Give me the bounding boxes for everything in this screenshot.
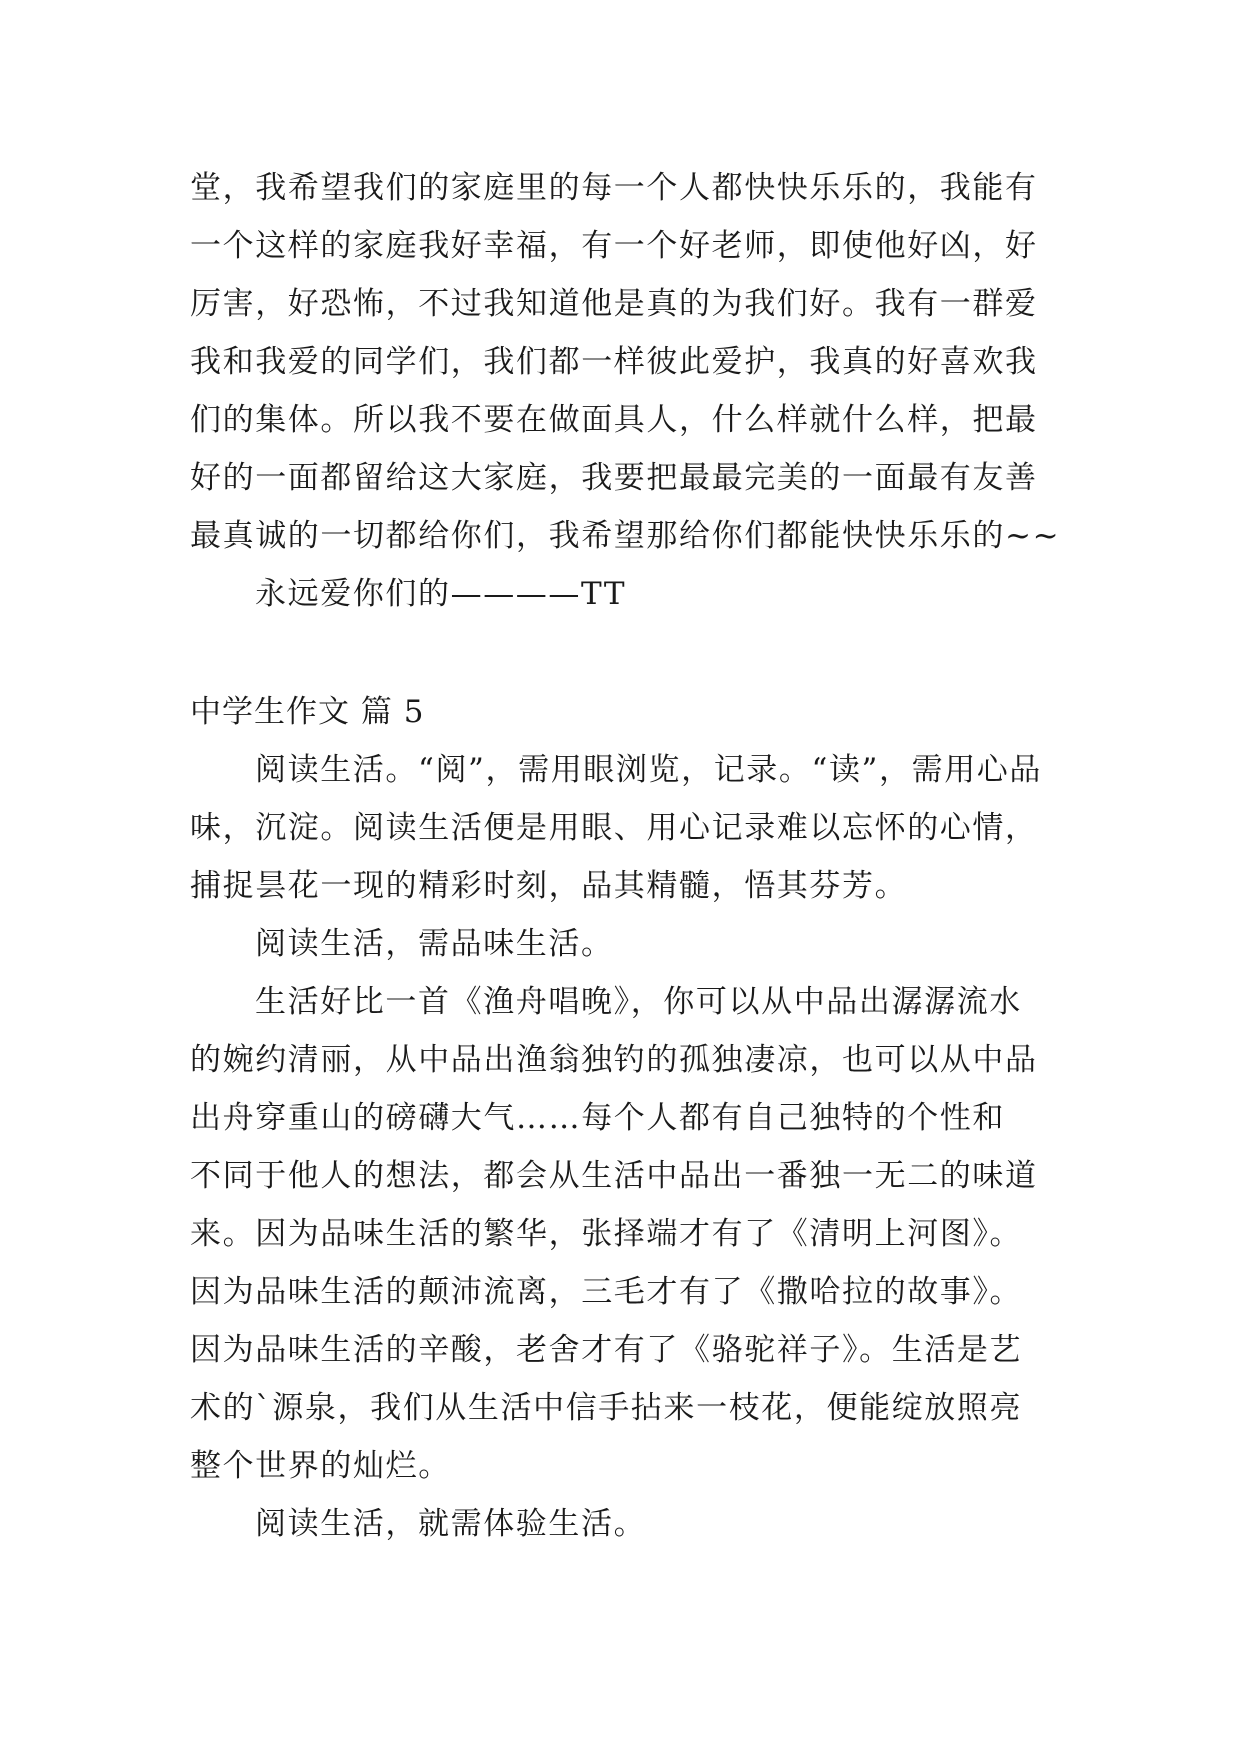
paragraph-line: 生活好比一首《渔舟唱晚》，你可以从中品出潺潺流水 — [255, 984, 1022, 1020]
paragraph-line: 不同于他人的想法，都会从生活中品出一番独一无二的味道 — [190, 1158, 1038, 1194]
paragraph-line: 我和我爱的同学们，我们都一样彼此爱护，我真的好喜欢我 — [190, 344, 1038, 380]
paragraph-line: 因为品味生活的辛酸，老舍才有了《骆驼祥子》。生活是艺 — [190, 1332, 1023, 1368]
paragraph-line: 好的一面都留给这大家庭，我要把最最完美的一面最有友善 — [190, 460, 1038, 496]
paragraph-line: 堂，我希望我们的家庭里的每一个人都快快乐乐的，我能有 — [190, 170, 1038, 206]
paragraph-line: 阅读生活，就需体验生活。 — [255, 1506, 647, 1542]
paragraph-line: 出舟穿重山的磅礴大气……每个人都有自己独特的个性和 — [190, 1100, 1005, 1136]
paragraph-line: 阅读生活。“阅”，需用眼浏览，记录。“读”，需用心品 — [255, 752, 1042, 788]
signature-line: 永远爱你们的————TT — [255, 576, 627, 612]
paragraph-line: 们的集体。所以我不要在做面具人，什么样就什么样，把最 — [190, 402, 1038, 438]
paragraph-line: 的婉约清丽，从中品出渔翁独钓的孤独凄凉，也可以从中品 — [190, 1042, 1038, 1078]
paragraph-line: 一个这样的家庭我好幸福，有一个好老师，即使他好凶，好 — [190, 228, 1038, 264]
paragraph-line: 厉害，好恐怖，不过我知道他是真的为我们好。我有一群爱 — [190, 286, 1038, 322]
paragraph-line: 整个世界的灿烂。 — [190, 1448, 451, 1484]
paragraph-line: 阅读生活，需品味生活。 — [255, 926, 614, 962]
section-heading: 中学生作文 篇 5 — [190, 694, 425, 730]
paragraph-line: 捕捉昙花一现的精彩时刻，品其精髓，悟其芬芳。 — [190, 868, 908, 904]
paragraph-line: 味，沉淀。阅读生活便是用眼、用心记录难以忘怀的心情， — [190, 810, 1038, 846]
paragraph-line: 因为品味生活的颠沛流离，三毛才有了《撒哈拉的故事》。 — [190, 1274, 1023, 1310]
paragraph-line: 最真诚的一切都给你们，我希望那给你们都能快快乐乐的~~ — [190, 518, 1061, 554]
paragraph-line: 术的`源泉，我们从生活中信手拈来一枝花，便能绽放照亮 — [190, 1390, 1023, 1426]
paragraph-line: 来。因为品味生活的繁华，张择端才有了《清明上河图》。 — [190, 1216, 1023, 1252]
